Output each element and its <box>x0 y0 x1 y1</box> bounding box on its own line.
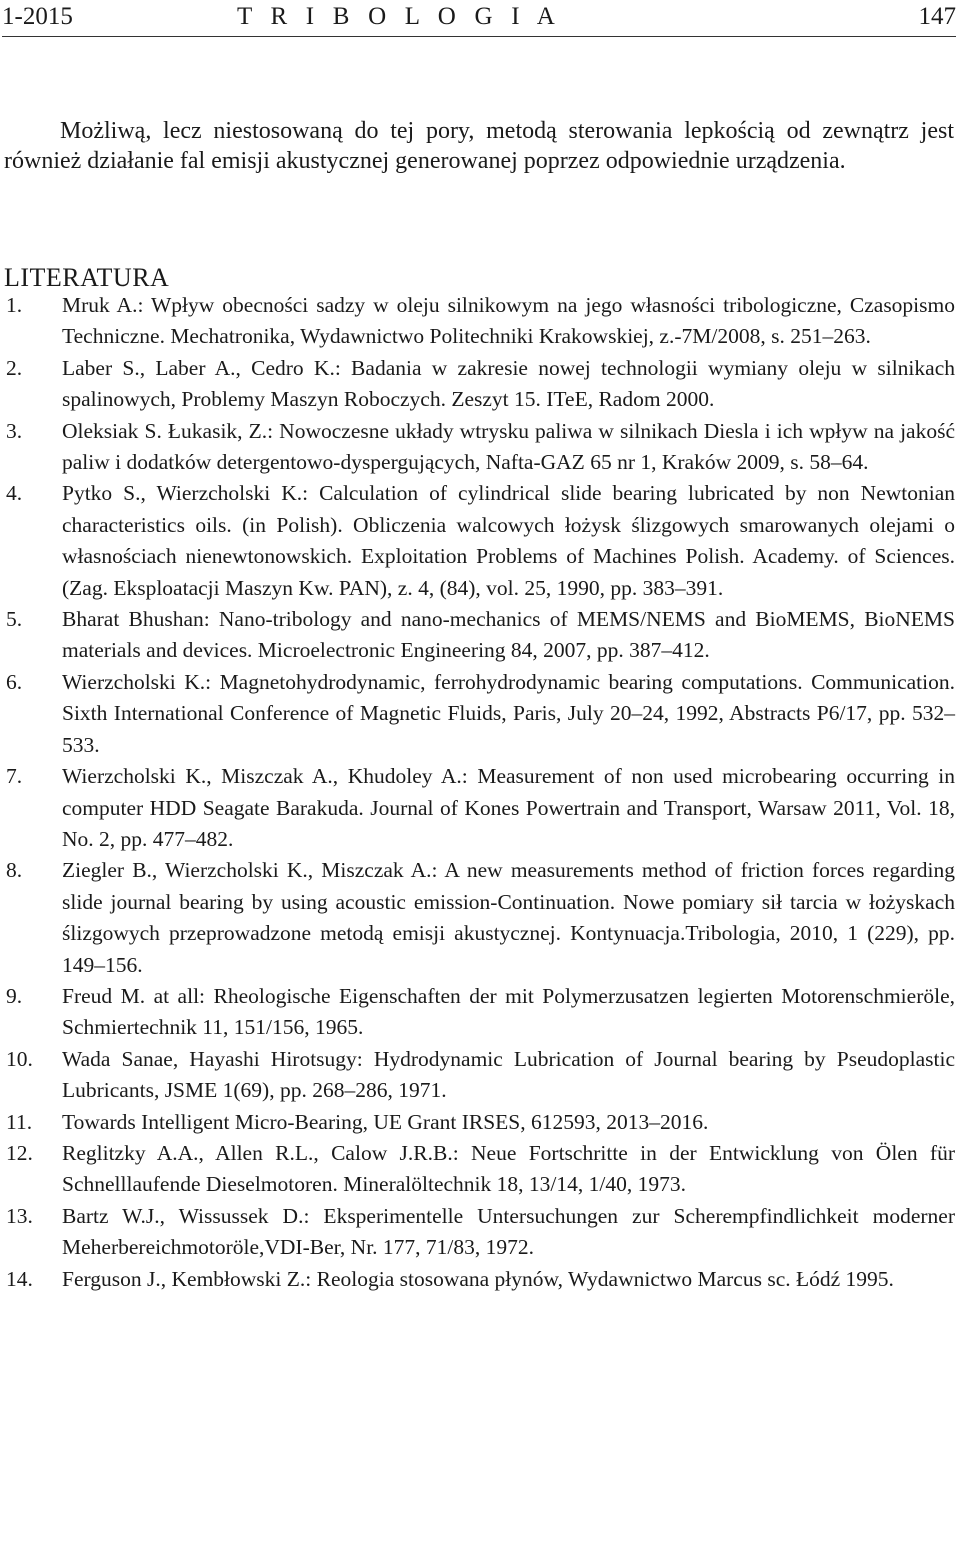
reference-item <box>0 1107 955 1138</box>
reference-number: 9. <box>6 983 23 1008</box>
reference-item <box>0 604 955 667</box>
reference-number: 12. <box>6 1140 33 1165</box>
reference-text: Ziegler B., Wierzcholski K., Miszczak A.: A new measurements method of friction forces regarding slide journal bearing by using acoustic emission-Continuation. Nowe pomiary sił tarcia w łożyskach ślizgowych przeprowadzone metodą emisji akustycznej. Kontynuacja.Tribologia, 2010, 1 (229), pp. 149–156. <box>62 858 955 977</box>
reference-number: 4. <box>6 481 23 506</box>
reference-text: Oleksiak S. Łukasik, Z.: Nowoczesne układy wtrysku paliwa w silnikach Diesla i ich wpływ na jakość paliw i dodatków detergentowo-dyspergujących, Nafta-GAZ 65 nr 1, Kraków 2009, s. 58–64. <box>62 418 955 475</box>
reference-number: 10. <box>6 1046 33 1071</box>
reference-text: Wada Sanae, Hayashi Hirotsugy: Hydrodynamic Lubrication of Journal bearing by Pseudoplastic Lubricants, JSME 1(69), pp. 268–286, 1971. <box>62 1046 955 1103</box>
issue-number: 1-2015 <box>2 3 73 30</box>
reference-text: Bharat Bhushan: Nano-tribology and nano-mechanics of MEMS/NEMS and BioMEMS, BioNEMS materials and devices. Microelectronic Engineering 84, 2007, pp. 387–412. <box>62 607 955 663</box>
reference-number: 8. <box>6 858 23 883</box>
reference-number: 13. <box>6 1203 33 1228</box>
running-header <box>2 0 956 37</box>
reference-item <box>0 1264 955 1295</box>
reference-number: 6. <box>6 669 23 694</box>
reference-list <box>0 290 960 1295</box>
reference-number: 5. <box>6 607 23 632</box>
section-heading: LITERATURA <box>4 263 170 292</box>
reference-item <box>0 1044 955 1107</box>
reference-item <box>0 855 955 981</box>
reference-text: Ferguson J., Kembłowski Z.: Reologia stosowana płynów, Wydawnictwo Marcus sc. Łódź 1995. <box>62 1266 894 1291</box>
reference-text: Freud M. at all: Rheologische Eigenschaften der mit Polymerzusatzen legierten Motorenschmieröle, Schmiertechnik 11, 151/156, 1965. <box>62 983 955 1040</box>
reference-item <box>0 667 955 761</box>
reference-number: 2. <box>6 355 23 380</box>
reference-number: 7. <box>6 764 23 789</box>
reference-item <box>0 1138 955 1201</box>
reference-item <box>0 290 955 353</box>
intro-paragraph: Możliwą, lecz niestosowaną do tej pory, metodą sterowania lepkością od zewnątrz jest również działanie fal emisji akustycznej generowanej poprzez odpowiednie urządzenia. <box>4 118 954 174</box>
reference-item <box>0 478 955 604</box>
reference-item <box>0 353 955 416</box>
reference-text: Towards Intelligent Micro-Bearing, UE Grant IRSES, 612593, 2013–2016. <box>62 1109 709 1134</box>
reference-number: 11. <box>6 1109 33 1134</box>
page-number: 147 <box>918 3 956 30</box>
reference-number: 3. <box>6 418 23 443</box>
reference-text: Wierzcholski K.: Magnetohydrodynamic, ferrohydrodynamic bearing computations. Communication. Sixth International Conference of Magnetic Fluids, Paris, July 20–24, 1992, Abstracts P6/17, pp. 532–533. <box>62 669 955 757</box>
reference-item <box>0 1201 955 1264</box>
reference-text: Bartz W.J., Wissussek D.: Eksperimentelle Untersuchungen zur Scherempfindlichkeit moderner Meherbereichmotoröle,VDI-Ber, Nr. 177, 71/83, 1972. <box>62 1203 955 1260</box>
reference-number: 14. <box>6 1266 33 1291</box>
reference-text: Pytko S., Wierzcholski K.: Calculation of cylindrical slide bearing lubricated by non Newtonian characteristics oils. (in Polish). Obliczenia walcowych łożysk ślizgowych smarowanych olejami o własnościach nienewtonowskich. Exploitation Problems of Machines Polish. Academy. of Sciences. (Zag. Eksploatacji Maszyn Kw. PAN), z. 4, (84), vol. 25, 1990, pp. 383–391. <box>62 481 955 600</box>
reference-text: Laber S., Laber A., Cedro K.: Badania w zakresie nowej technologii wymiany oleju w silnikach spalinowych, Problemy Maszyn Roboczych. Zeszyt 15. ITeE, Radom 2000. <box>62 355 955 412</box>
reference-text: Wierzcholski K., Miszczak A., Khudoley A.: Measurement of non used microbearing occurring in computer HDD Seagate Barakuda. Journal of Kones Powertrain and Transport, Warsaw 2011, Vol. 18, No. 2, pp. 477–482. <box>62 764 955 851</box>
reference-number: 1. <box>6 293 23 317</box>
journal-title: T R I B O L O G I A <box>237 3 562 30</box>
reference-item <box>0 416 955 479</box>
reference-text: Reglitzky A.A., Allen R.L., Calow J.R.B.: Neue Fortschritte in der Entwicklung von Ölen für Schnelllaufende Dieselmotoren. Mineralöltechnik 18, 13/14, 1/40, 1973. <box>62 1140 955 1197</box>
reference-text: Mruk A.: Wpływ obecności sadzy w oleju silnikowym na jego własności tribologiczne, Czasopismo Techniczne. Mechatronika, Wydawnictwo Politechniki Krakowskiej, z.-7M/2008, s. 251–263. <box>62 293 955 349</box>
reference-item <box>0 761 955 855</box>
reference-item <box>0 981 955 1044</box>
